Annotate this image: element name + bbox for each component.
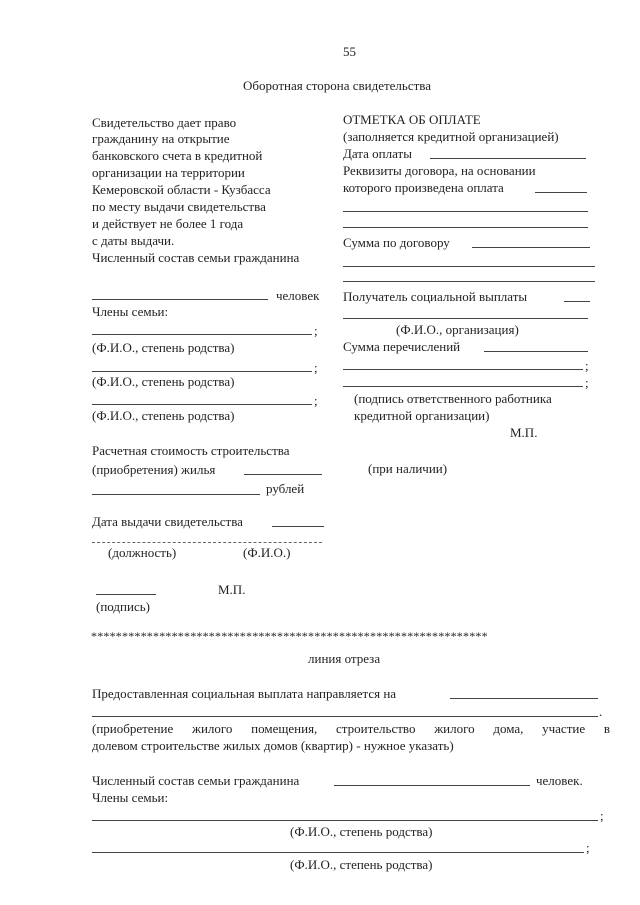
left-para-line-5: Кемеровской области - Кузбасса (92, 182, 271, 197)
contract-field-a[interactable] (535, 192, 587, 193)
issue-date-label: Дата выдачи свидетельства (92, 514, 243, 529)
recipient-hint: (Ф.И.О., организация) (396, 322, 519, 337)
right-mp: М.П. (510, 425, 538, 440)
recipient-label: Получатель социальной выплаты (343, 289, 528, 304)
bottom-family-size-field[interactable] (334, 785, 530, 786)
bottom-member-hint-2: (Ф.И.О., степень родства) (290, 857, 433, 872)
family-size-label: Численный состав семьи гражданина (92, 250, 300, 265)
transfers-field-a[interactable] (484, 351, 588, 352)
contract-label-line-2: которого произведена оплата (343, 180, 504, 195)
contract-sum-field[interactable] (472, 247, 590, 248)
transfers-field-b[interactable] (343, 369, 583, 370)
cost-label-line-1: Расчетная стоимость строительства (92, 443, 290, 458)
official-field[interactable] (92, 542, 322, 543)
left-para-line-3: банковского счета в кредитной (92, 148, 263, 163)
bottom-people-word: человек. (536, 773, 583, 788)
transfers-field-c[interactable] (343, 386, 583, 387)
member-hint-1: (Ф.И.О., степень родства) (92, 340, 235, 355)
left-para-line-1: Свидетельство дает право (92, 115, 237, 130)
cut-label: линия отреза (308, 651, 381, 666)
left-para-line-4: организации на территории (92, 165, 245, 180)
if-available: (при наличии) (368, 461, 448, 476)
directed-period: . (599, 704, 603, 719)
pay-date-field[interactable] (430, 158, 586, 159)
bank-sign-hint-line-1: (подпись ответственного работника (354, 391, 552, 406)
member-field-3[interactable] (92, 404, 312, 405)
left-para-line-2: гражданину на открытие (92, 131, 230, 146)
member-field-1[interactable] (92, 334, 312, 335)
purpose-note-line-2: долевом строительстве жилых домов (квартир) - нужное указать) (92, 738, 454, 753)
bottom-member-semicolon-1: ; (600, 808, 604, 823)
bottom-members-label: Члены семьи: (92, 790, 169, 805)
page-title: Оборотная сторона свидетельства (243, 78, 432, 93)
fio-hint: (Ф.И.О.) (243, 545, 291, 560)
member-semicolon-2: ; (314, 360, 318, 375)
left-para-line-6: по месту выдачи свидетельства (92, 199, 266, 214)
members-label: Члены семьи: (92, 304, 169, 319)
payment-subheader: (заполняется кредитной организацией) (343, 129, 559, 144)
left-para-line-8: с даты выдачи. (92, 233, 175, 248)
recipient-field-a[interactable] (564, 301, 590, 302)
bottom-member-semicolon-2: ; (586, 840, 590, 855)
contract-sum-label: Сумма по договору (343, 235, 450, 250)
cost-label-line-2: (приобретения) жилья (92, 462, 216, 477)
left-para-line-7: и действует не более 1 года (92, 216, 244, 231)
member-semicolon-3: ; (314, 393, 318, 408)
position-hint: (должность) (108, 545, 177, 560)
left-mp: М.П. (218, 582, 246, 597)
directed-field-a[interactable] (450, 698, 598, 699)
bottom-member-hint-1: (Ф.И.О., степень родства) (290, 824, 433, 839)
bottom-member-field-1[interactable] (92, 820, 598, 821)
bottom-family-size-label: Численный состав семьи гражданина (92, 773, 300, 788)
bank-sign-hint-line-2: кредитной организации) (354, 408, 490, 423)
bottom-member-field-2[interactable] (92, 852, 584, 853)
people-word: человек (276, 288, 320, 303)
transfers-semicolon-1: ; (585, 358, 589, 373)
payment-header: ОТМЕТКА ОБ ОПЛАТЕ (343, 112, 481, 127)
directed-label: Предоставленная социальная выплата направляется на (92, 686, 397, 701)
signature-field[interactable] (96, 594, 156, 595)
signature-hint: (подпись) (96, 599, 150, 614)
rubles-label: рублей (266, 481, 305, 496)
family-size-field[interactable] (92, 299, 268, 300)
member-field-2[interactable] (92, 371, 312, 372)
contract-field-c[interactable] (343, 227, 588, 228)
rubles-field[interactable] (92, 494, 260, 495)
recipient-field-b[interactable] (343, 318, 588, 319)
transfers-semicolon-2: ; (585, 375, 589, 390)
issue-date-field[interactable] (272, 526, 324, 527)
member-hint-3: (Ф.И.О., степень родства) (92, 408, 235, 423)
contract-label-line-1: Реквизиты договора, на основании (343, 163, 536, 178)
page-number: 55 (343, 44, 356, 59)
transfers-label: Сумма перечислений (343, 339, 461, 354)
purpose-note-line-1: (приобретение жилого помещения, строительство жилого дома, участие в (92, 721, 610, 736)
directed-field-b[interactable] (92, 716, 598, 717)
contract-field-b[interactable] (343, 211, 588, 212)
contract-sum-field-3[interactable] (343, 281, 595, 282)
cut-stars: **************************************************************** (91, 629, 488, 643)
member-semicolon-1: ; (314, 323, 318, 338)
contract-sum-field-2[interactable] (343, 266, 595, 267)
pay-date-label: Дата оплаты (343, 146, 412, 161)
member-hint-2: (Ф.И.О., степень родства) (92, 374, 235, 389)
cost-field[interactable] (244, 474, 322, 475)
